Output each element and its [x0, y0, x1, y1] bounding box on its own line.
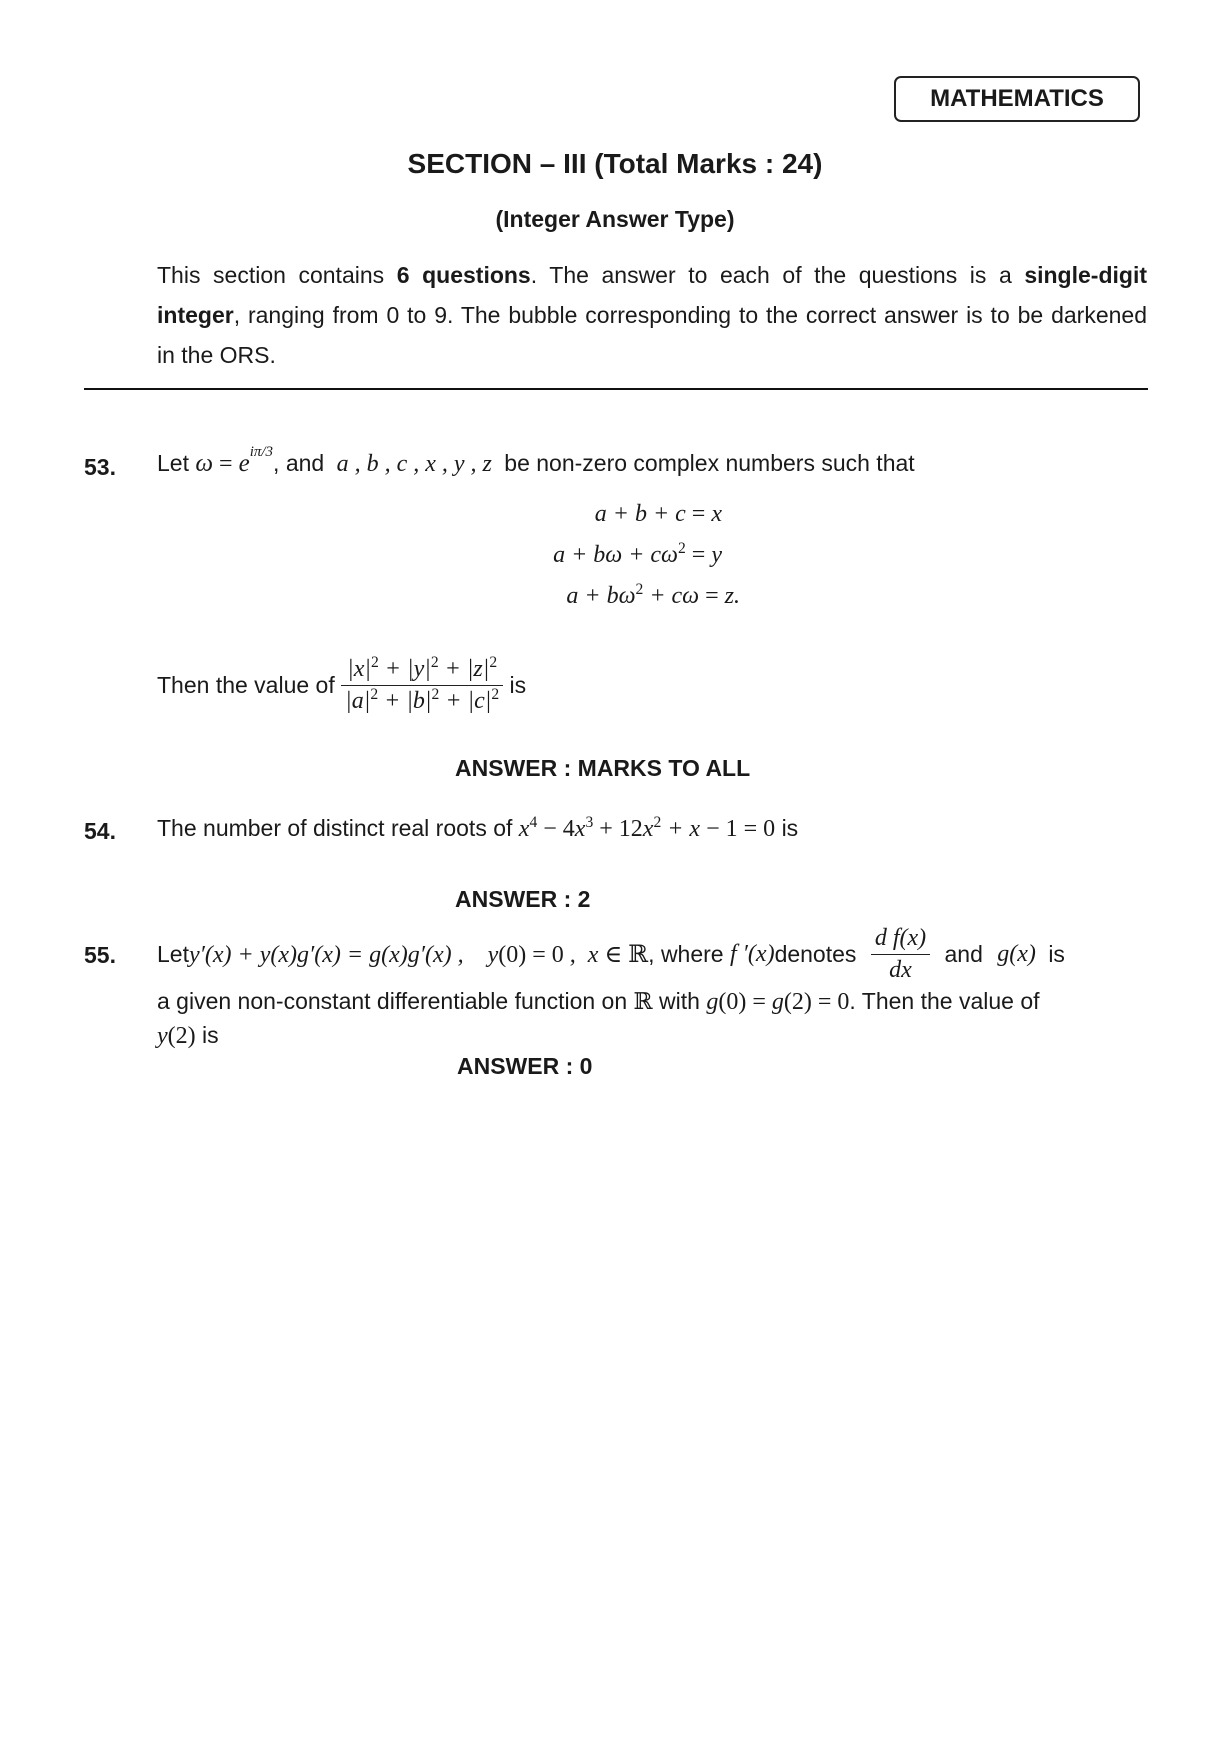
equation-3: $a + b\omega^2 + c\omega = z$. — [566, 581, 740, 609]
section-title: SECTION – III (Total Marks : 24) — [407, 148, 823, 179]
question-54-text: The number of distinct real roots of $x^4 - 4x^3 + 12x^2 + x - 1 = 0$ is — [157, 814, 799, 842]
question-53-answer: ANSWER : MARKS TO ALL — [455, 755, 751, 781]
question-55-line-2: a given non-constant differentiable function on ℝ with g(0) = g(2) = 0. Then the value of — [157, 988, 1040, 1015]
question-55-answer: ANSWER : 0 — [457, 1053, 593, 1079]
question-53-number: 53. — [84, 454, 116, 480]
question-55-number: 55. — [84, 942, 116, 968]
section-divider — [84, 388, 1148, 390]
question-55-line-1: Lety′(x) + y(x)g′(x) = g(x)g′(x) , y(0) = 0 , x ∈ ℝ, where f ′(x)denotes $\frac{\text{d f(x)}}{dx}$ and g(x) is — [157, 925, 1065, 983]
equation-1: a + b + c = x — [594, 501, 740, 527]
section-instructions: This section contains 6 questions. The answer to each of the questions is a single-digit integer, ranging from 0 to 9. The bubble corresponding to the correct answer is to be darkened in the ORS. — [157, 262, 1147, 368]
question-55-line-3: y(2) is — [157, 1022, 219, 1049]
question-54-answer: ANSWER : 2 — [455, 886, 591, 912]
question-53-intro: Let $\omega = e^{i\pi/3}$, and a , b , c , x , y , z be non-zero complex numbers such that — [157, 444, 915, 477]
quartic-equation: $x^4 - 4x^3 + 12x^2 + x - 1 = 0$ — [518, 814, 776, 842]
section-subtitle: (Integer Answer Type) — [495, 206, 735, 232]
equation-2: $a + b\omega + c\omega^2 = y$ — [553, 540, 740, 568]
derivative-fraction: $\frac{\text{d f(x)}}{dx}$ — [871, 925, 930, 984]
question-54-number: 54. — [84, 818, 116, 844]
question-53-then: Then the value of $\frac{|x|^2 + |y|^2 + |z|^2}{|a|^2 + |b|^2 + |c|^2}$ is — [157, 654, 527, 714]
equation-system — [520, 494, 740, 617]
ratio-fraction: $\frac{|x|^2 + |y|^2 + |z|^2}{|a|^2 + |b|^2 + |c|^2}$ — [341, 656, 503, 715]
subject-label: MATHEMATICS — [894, 76, 1140, 122]
